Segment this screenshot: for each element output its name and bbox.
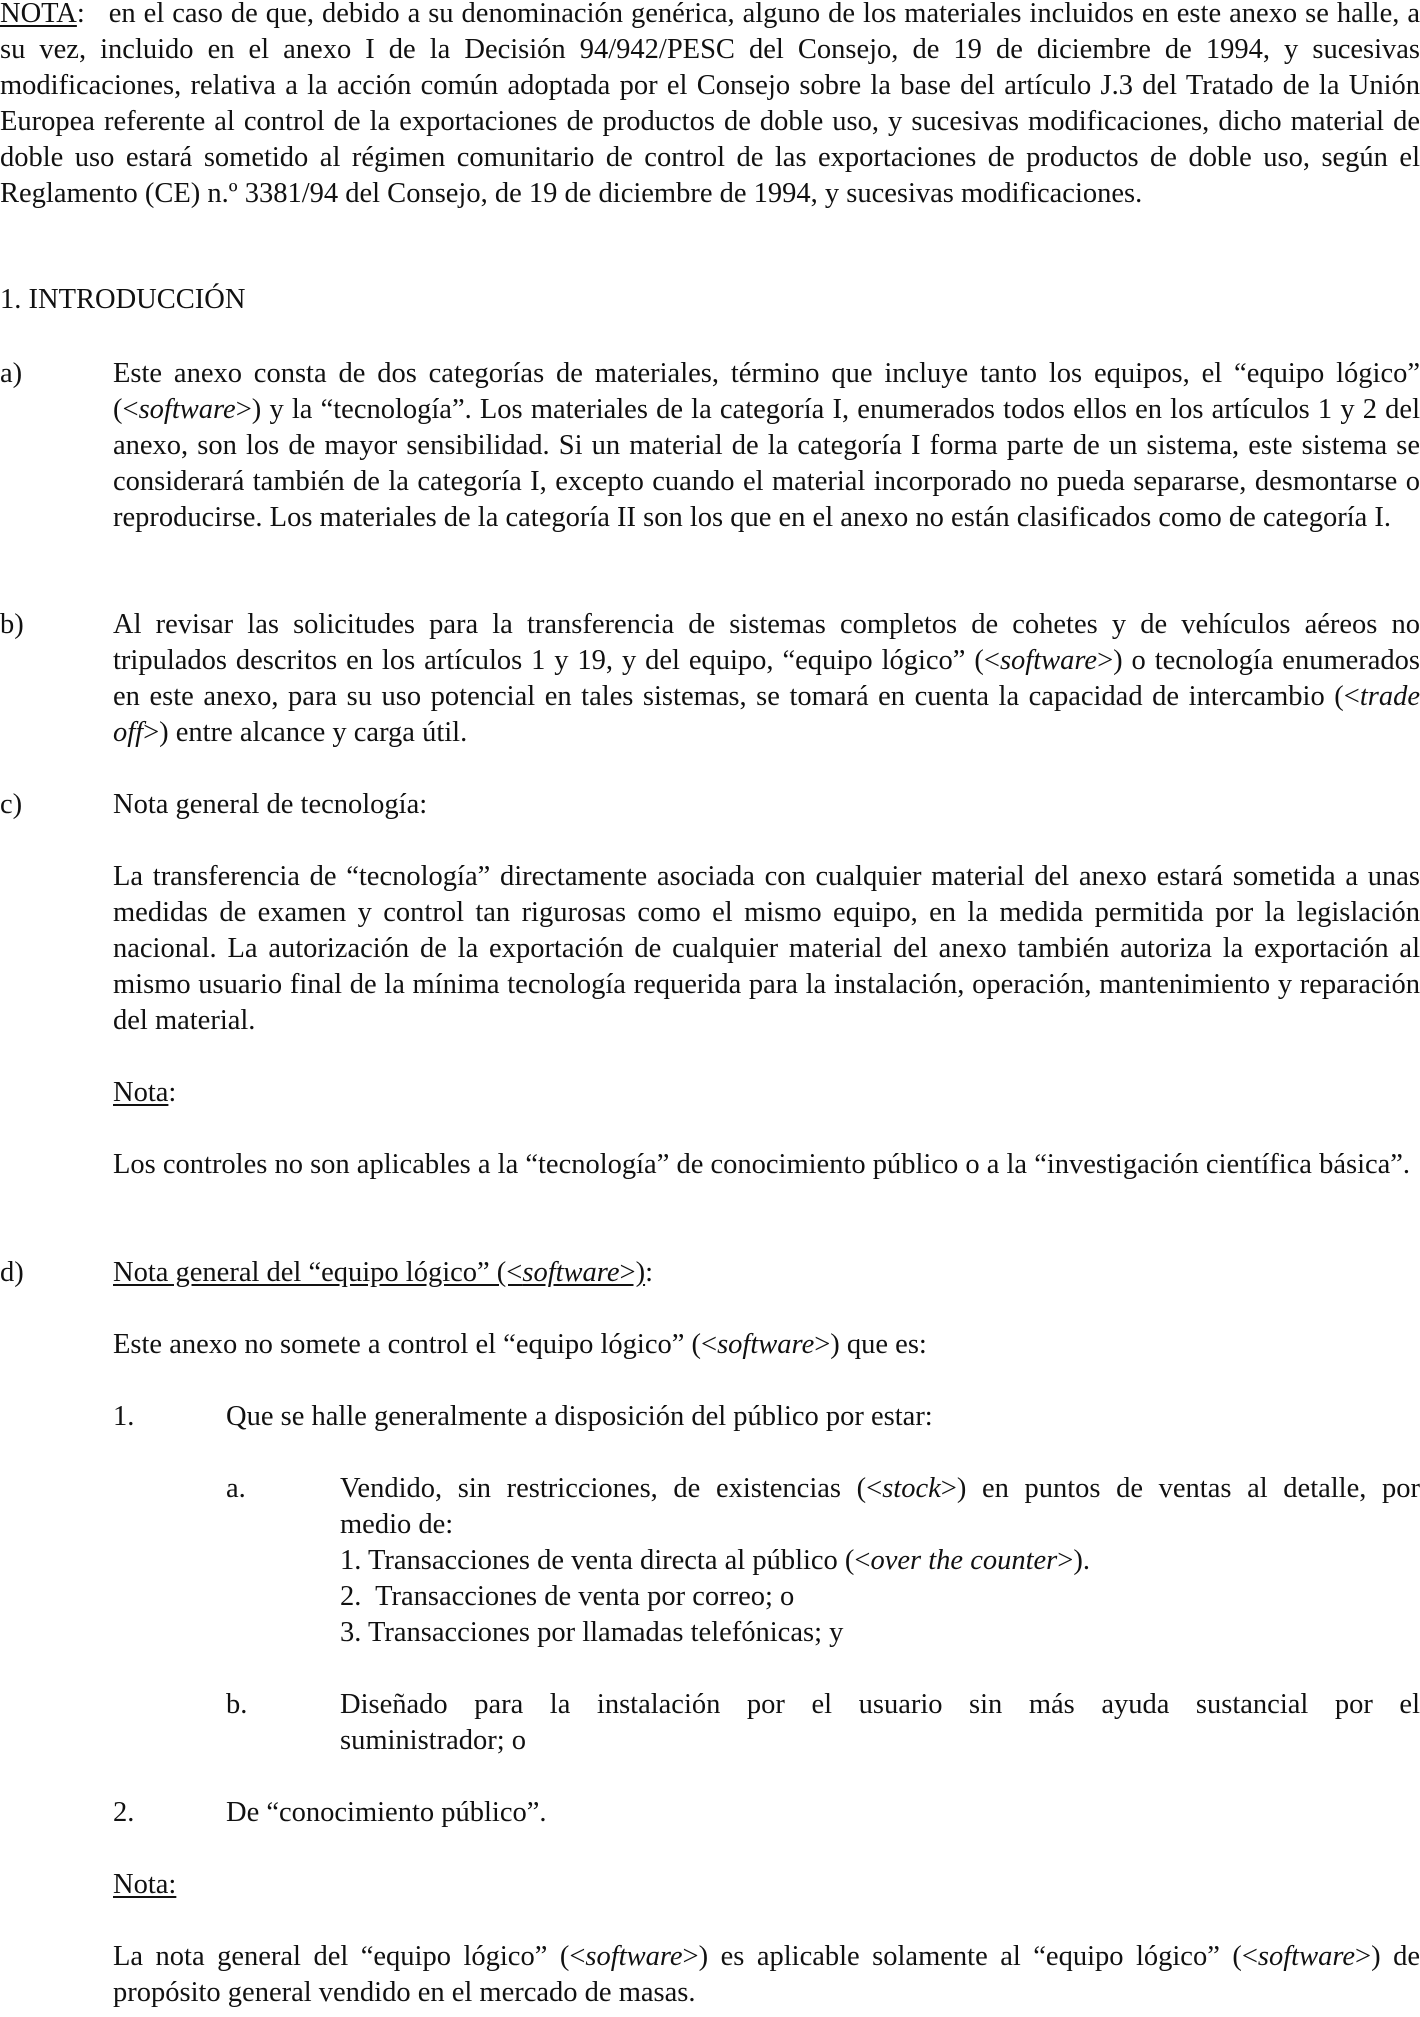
sub-1-label: 1.	[113, 1401, 135, 1432]
sub-a-label: a.	[226, 1473, 246, 1504]
item-b-text-part: >) o tecnología enumerados en este anexo, para su uso potencial en tales sistemas, se tomará en cuenta la capacidad de intercambio (<	[113, 645, 1420, 712]
sub-2-label: 2.	[113, 1797, 135, 1828]
item-c-nota-label: Nota	[113, 1077, 169, 1108]
sub-a-list-item-2: 2. Transacciones de venta por correo; o	[340, 1581, 795, 1612]
sub-b-line-2: suministrador; o	[340, 1725, 527, 1756]
item-b-italic: trade off	[113, 681, 1420, 748]
item-a-text	[113, 356, 1420, 536]
item-b-text-part: Al revisar las solicitudes para la transferencia de sistemas completos de cohetes y de vehículos aéreos no tripulados descritos en los artículos 1 y 19, y del equipo, “equipo lógico” (<	[113, 609, 1420, 676]
item-d-nota-part: >) es aplicable solamente al “equipo lógico” (<	[682, 1941, 1258, 1972]
item-d-nota-label: Nota:	[113, 1869, 177, 1900]
item-b-text	[113, 607, 1420, 751]
item-d-heading-underlined	[113, 1257, 645, 1288]
sub-b-label: b.	[226, 1689, 248, 1720]
item-d-nota-text	[113, 1939, 1420, 2011]
sub-a-list-item-1	[340, 1543, 1420, 1579]
item-b-italic: software	[999, 645, 1098, 676]
item-d-intro	[113, 1327, 1420, 1363]
item-d-heading-italic: software	[522, 1257, 620, 1288]
item-d-nota-part: La nota general del “equipo lógico” (<	[113, 1941, 586, 1972]
nota-colon: :	[76, 0, 85, 29]
item-c-nota	[113, 1075, 1420, 1111]
sub-a-list-item-1-part: 1. Transacciones de venta directa al público (<	[340, 1545, 871, 1576]
sub-a-line-2: medio de:	[340, 1509, 454, 1540]
item-c-nota-text: Los controles no son aplicables a la “tecnología” de conocimiento público o a la “investigación científica básica”.	[113, 1149, 1411, 1180]
item-d-intro-italic: software	[717, 1329, 815, 1360]
sub-a-text-part: >) en puntos de ventas al detalle, por	[940, 1473, 1420, 1504]
item-a-italic: software	[138, 394, 236, 425]
item-b-label: b)	[0, 609, 24, 640]
item-c-paragraph: La transferencia de “tecnología” directamente asociada con cualquier material del anexo estará sometida a unas medidas de examen y control tan rigurosas como el mismo equipo, en la medida permitida por la legislación nacional. La autorización de la exportación de cualquier material del anexo también autoriza la exportación al mismo usuario final de la mínima tecnología requerida para la instalación, operación, mantenimiento y reparación del material.	[113, 861, 1420, 1036]
sub-a-text-part: Vendido, sin restricciones, de existencias (<	[340, 1473, 883, 1504]
item-d-nota	[113, 1867, 1420, 1903]
item-c-heading: Nota general de tecnología:	[113, 789, 428, 820]
sub-a-line-1	[340, 1471, 1420, 1507]
item-b-text-part: >) entre alcance y carga útil.	[143, 717, 468, 748]
sub-1-text: Que se halle generalmente a disposición del público por estar:	[226, 1401, 933, 1432]
item-a-label: a)	[0, 358, 23, 389]
item-d-intro-part: Este anexo no somete a control el “equipo lógico” (<	[113, 1329, 718, 1360]
nota-paragraph	[0, 0, 1420, 212]
item-c-label: c)	[0, 789, 23, 820]
item-d-nota-part: >) de propósito general vendido en el mercado de masas.	[113, 1941, 1420, 2008]
sub-a-italic: stock	[882, 1473, 941, 1504]
sub-2-text: De “conocimiento público”.	[226, 1797, 547, 1828]
nota-label: NOTA	[0, 0, 77, 29]
item-d-heading	[113, 1255, 1420, 1291]
item-d-nota-italic: software	[1257, 1941, 1356, 1972]
item-a-text-part: Este anexo consta de dos categorías de materiales, término que incluye tanto los equipos, el “equipo lógico” (<	[113, 358, 1420, 425]
nota-text: en el caso de que, debido a su denominación genérica, alguno de los materiales incluidos en este anexo se halle, a su vez, incluido en el anexo I de la Decisión 94/942/PESC del Consejo, de 19 de diciembre de 1994, y sucesivas modificaciones, relativa a la acción común adoptada por el Consejo sobre la base del artículo J.3 del Tratado de la Unión Europea referente al control de la exportaciones de productos de doble uso, y sucesivas modificaciones, dicho material de doble uso estará sometido al régimen comunitario de control de las exportaciones de productos de doble uso, según el Reglamento (CE) n.º 3381/94 del Consejo, de 19 de diciembre de 1994, y sucesivas modificaciones.	[0, 0, 1420, 209]
item-d-nota-italic: software	[585, 1941, 683, 1972]
item-d-heading-part: Nota general del “equipo lógico” (<	[113, 1257, 523, 1288]
section-heading: 1. INTRODUCCIÓN	[0, 284, 246, 315]
sub-a-list-item-3: 3. Transacciones por llamadas telefónicas; y	[340, 1617, 844, 1648]
sub-b-line-1: Diseñado para la instalación por el usuario sin más ayuda sustancial por el	[340, 1689, 1420, 1720]
item-a-text-part: >) y la “tecnología”. Los materiales de la categoría I, enumerados todos ellos en los artículos 1 y 2 del anexo, son los de mayor sensibilidad. Si un material de la categoría I forma parte de un sistema, este sistema se considerará también de la categoría I, excepto cuando el material incorporado no pueda separarse, desmontarse o reproducirse. Los materiales de la categoría II son los que en el anexo no están clasificados como de categoría I.	[113, 394, 1420, 533]
sub-a-list-item-1-part: >).	[1057, 1545, 1090, 1576]
item-d-label: d)	[0, 1257, 24, 1288]
item-d-heading-colon: :	[645, 1257, 653, 1288]
item-d-heading-part: >)	[619, 1257, 646, 1288]
sub-a-list-item-1-italic: over the counter	[870, 1545, 1058, 1576]
item-d-intro-part: >) que es:	[814, 1329, 927, 1360]
item-c-nota-colon: :	[168, 1077, 177, 1108]
